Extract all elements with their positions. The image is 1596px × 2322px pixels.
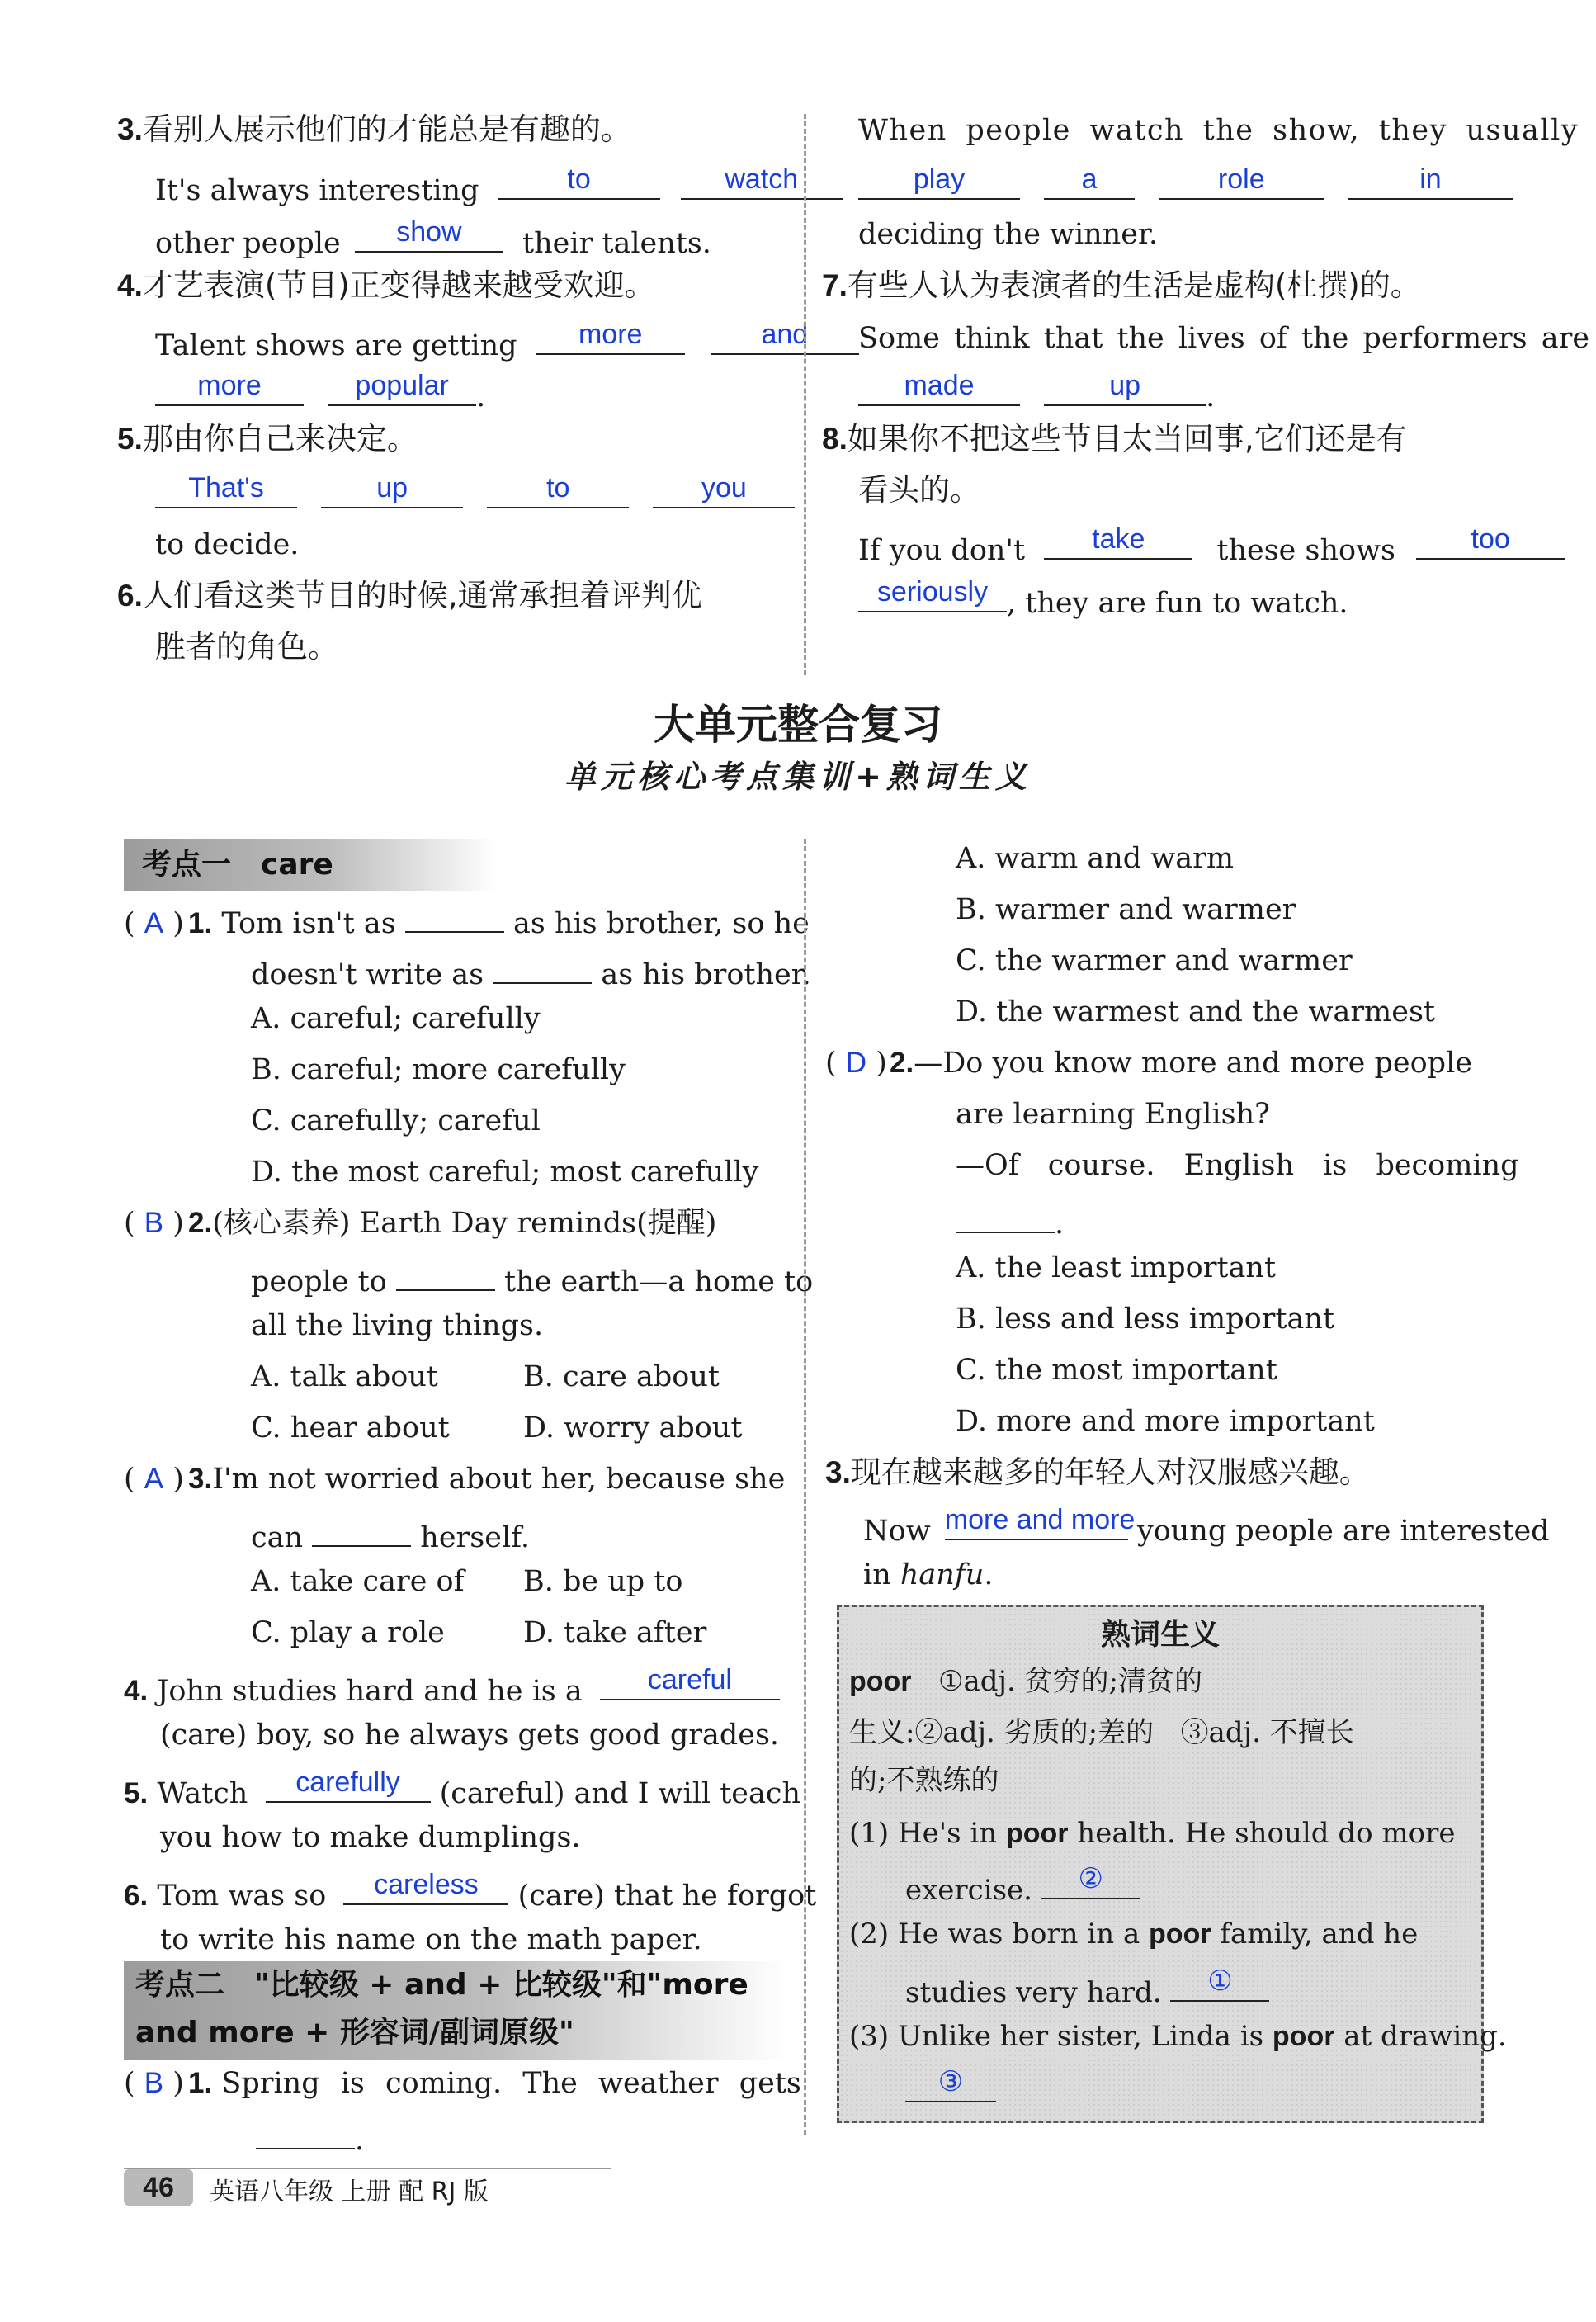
kp1-q6-line2: to write his name on the math paper. [160,1923,702,1956]
answer-blank[interactable]: too [1416,523,1565,560]
vocab-meaning-3: 的;不熟练的 [849,1764,999,1797]
vocab-sentence-2b: studies very hard. ① [905,1965,1269,2012]
kp1-q3-line2: can herself. [251,1511,530,1558]
vocab-sentence-2: (2) He was born in a poor family, and he [849,1918,1419,1951]
kp1-q3-option-b: B. be up to [523,1565,683,1598]
q6-chinese-line1: 6.人们看这类节目的时候,通常承担着评判优 [117,578,702,613]
answer-blank[interactable]: up [321,472,463,508]
kp2-q2-line3: —Of course. English is becoming [956,1149,1519,1182]
answer-blank[interactable] [312,1511,411,1547]
kp1-q5-line1: 5. Watch carefully (careful) and I will teach [124,1766,801,1810]
kp1-q6-line1: 6. Tom was so careless (care) that he forgot [124,1869,817,1913]
kp1-q3-line1: ( A ) 3.I'm not worried about her, because she [124,1463,786,1496]
footer-rule [124,2168,611,2169]
kp1-q2-line1: ( B ) 2.(核心素养) Earth Day reminds(提醒) [124,1207,717,1240]
q8-chinese-line2: 看头的。 [858,472,980,508]
vocab-sentence-1: (1) He's in poor health. He should do more [849,1817,1456,1850]
answer-blank[interactable]: carefully [266,1766,431,1803]
kp1-q2-option-d: D. worry about [523,1412,743,1445]
vocab-meaning-1: poor ①adj. 贫穷的;清贫的 [849,1665,1203,1698]
kp2-q2-option-a: A. the least important [956,1251,1277,1284]
answer-blank[interactable]: to [498,163,660,200]
q7-chinese: 7.有些人认为表演者的生活是虚构(杜撰)的。 [822,267,1421,303]
kp2-q1-option-b: B. warmer and warmer [956,893,1296,926]
answer-blank[interactable]: ① [1170,1965,1269,2002]
q5-english-line2: to decide. [155,528,300,561]
q6-chinese-line2: 胜者的角色。 [155,629,338,664]
kp1-q2-option-b: B. care about [523,1360,720,1393]
q8-english-line2: seriously , they are fun to watch. [858,576,1348,623]
q4-english-line1: Talent shows are getting more and [155,319,859,366]
kp2-q1-line1: ( B ) 1. Spring is coming. The weather gets [124,2067,801,2100]
kp1-q1-option-d: D. the most careful; most carefully [251,1156,759,1189]
kp1-q1-line2: doesn't write as as his brother. [251,948,811,995]
kp1-q1-option-a: A. careful; carefully [251,1002,541,1035]
q8-chinese-line1: 8.如果你不把这些节目太当回事,它们还是有 [822,421,1407,456]
vocab-meaning-2: 生义:②adj. 劣质的;差的 ③adj. 不擅长 [849,1716,1354,1749]
answer-blank[interactable]: watch [681,163,843,200]
vocab-sentence-3: (3) Unlike her sister, Linda is poor at drawing. [849,2020,1507,2053]
answer-blank[interactable]: a [1044,163,1135,200]
answer-blank[interactable]: made [858,370,1020,406]
answer-blank[interactable]: in [1348,163,1513,200]
kp2-q3-line2: in hanfu. [863,1558,994,1591]
kp2-q2-option-b: B. less and less important [956,1303,1334,1336]
section-title: 大单元整合复习 [654,701,942,749]
answer-blank[interactable]: more [155,370,304,406]
answer-blank[interactable] [405,896,504,933]
column-divider [804,114,806,675]
kp2-header: 考点二 "比较级 + and + 比较级"和"more and more + 形容词/副词原级" [124,1961,787,2060]
answer-blank[interactable]: take [1044,523,1192,560]
section-subtitle: 单元核心考点集训+熟词生义 [564,759,1032,795]
kp1-q4-line2: (care) boy, so he always gets good grades. [160,1719,780,1752]
q8-english-line1: If you don't take these shows too [858,523,1565,570]
kp1-q3-option-c: C. play a role [251,1616,445,1649]
q7-english-line2: made up . [858,370,1215,417]
q5-english-line1 [155,472,795,519]
column-divider [804,839,806,2135]
kp1-header: 考点一 care [124,839,497,891]
answer-blank[interactable]: more [536,319,685,355]
kp1-q3-option-a: A. take care of [251,1565,465,1598]
kp1-q2-line3: all the living things. [251,1309,544,1342]
kp1-q2-line2: people to the earth—a home to [251,1255,813,1302]
footer-text: 英语八年级 上册 配 RJ 版 [210,2178,489,2206]
answer-blank[interactable] [396,1255,495,1291]
answer-blank[interactable]: careful [600,1664,780,1700]
kp2-q2-line2: are learning English? [956,1098,1270,1131]
answer-blank[interactable] [493,948,592,984]
answer-blank[interactable]: up [1044,370,1206,406]
kp1-q2-option-a: A. talk about [251,1360,438,1393]
q5-chinese: 5.那由你自己来决定。 [117,421,418,456]
answer-blank[interactable]: to [487,472,629,508]
answer-blank[interactable]: show [355,216,503,253]
q3-chinese: 3.看别人展示他们的才能总是有趣的。 [117,111,631,147]
kp2-q1-option-c: C. the warmer and warmer [956,944,1353,977]
answer-blank[interactable]: seriously [858,576,1007,612]
vocab-sentence-1b: exercise. ② [905,1863,1140,1910]
q6-english-line1: When people watch the show, they usually [858,114,1579,147]
kp2-q2-option-d: D. more and more important [956,1405,1375,1438]
kp1-q4-line1: 4. John studies hard and he is a careful [124,1664,780,1711]
kp1-q1-option-c: C. carefully; careful [251,1104,541,1137]
kp1-q1-option-b: B. careful; more carefully [251,1053,626,1086]
q4-english-line2: more popular . [155,370,485,417]
kp2-q1-option-a: A. warm and warm [956,842,1235,875]
answer-blank[interactable]: play [858,163,1020,200]
answer-blank[interactable] [956,1197,1055,1233]
kp2-q2-option-c: C. the most important [956,1354,1277,1387]
kp2-q2-line1: ( D )2.—Do you know more and more people [825,1047,1472,1080]
answer-blank[interactable]: ② [1041,1863,1140,1899]
kp2-q3-chinese: 3.现在越来越多的年轻人对汉服感兴趣。 [825,1454,1370,1490]
answer-blank[interactable]: popular [328,370,476,406]
kp1-q3-option-d: D. take after [523,1616,707,1649]
page-number: 46 [124,2169,193,2206]
q6-english-line3: deciding the winner. [858,218,1158,251]
answer-blank[interactable]: you [653,472,795,508]
q4-chinese: 4.才艺表演(节目)正变得越来越受欢迎。 [117,267,655,303]
answer-blank[interactable]: more and more [945,1504,1128,1540]
kp2-q2-line4: . [956,1197,1064,1244]
kp2-q1-line2: . [256,2113,364,2160]
answer-blank[interactable]: role [1159,163,1324,200]
vocab-box [837,1605,1507,2123]
answer-blank[interactable]: and [711,319,859,355]
kp1-q1-line1: ( A ) 1. Tom isn't as as his brother, so he [124,896,810,943]
kp1-q5-line2: you how to make dumplings. [160,1821,581,1854]
vocab-title: 熟词生义 [1100,1618,1220,1652]
answer-blank[interactable]: careless [343,1869,508,1905]
kp2-q1-option-d: D. the warmest and the warmest [956,995,1435,1029]
answer-blank[interactable] [256,2113,355,2149]
answer-blank[interactable]: That's [155,472,297,508]
q3-english-line1: It's always interesting to watch [155,163,843,210]
q7-english-line1: Some think that the lives of the performers are [858,322,1590,355]
kp1-q2-option-c: C. hear about [251,1412,450,1445]
q3-english-line2: other people show their talents. [155,216,711,260]
answer-blank[interactable]: ③ [905,2066,996,2102]
vocab-sentence-3b [905,2066,996,2113]
q6-english-line2 [858,163,1513,210]
kp2-q3-line1: Now more and more young people are interested [863,1504,1550,1548]
